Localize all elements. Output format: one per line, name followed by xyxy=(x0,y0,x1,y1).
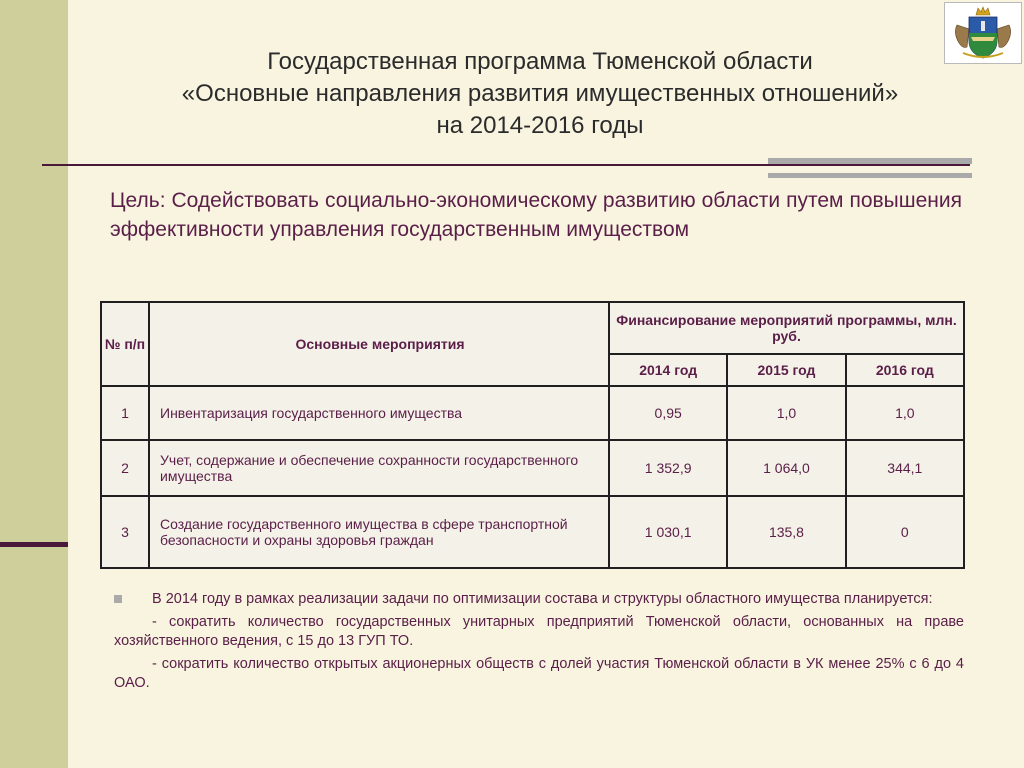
row-number: 2 xyxy=(101,440,149,496)
row-value-2015: 1 064,0 xyxy=(727,440,845,496)
left-decorative-band xyxy=(0,0,68,768)
row-number: 1 xyxy=(101,386,149,440)
notes-section xyxy=(114,590,964,693)
table-header-row xyxy=(101,302,964,354)
slide-title xyxy=(90,46,990,142)
header-year-2015: 2015 год xyxy=(727,354,845,386)
left-decorative-rule xyxy=(0,542,68,547)
header-year-2014: 2014 год xyxy=(609,354,727,386)
header-number: № п/п xyxy=(101,302,149,386)
header-year-2016: 2016 год xyxy=(846,354,964,386)
header-funding: Финансирование мероприятий программы, млн. руб. xyxy=(609,302,964,354)
row-activity: Учет, содержание и обеспечение сохранности государственного имущества xyxy=(149,440,609,496)
table-row xyxy=(101,386,964,440)
notes-bullet xyxy=(114,590,964,609)
title-divider-accent-bottom xyxy=(768,173,972,178)
title-line-1: Государственная программа Тюменской области xyxy=(267,48,813,75)
goal-statement: Цель: Содействовать социально-экономическому развитию области путем повышения эффективности управления государственным имуществом xyxy=(110,189,962,241)
bullet-square-icon xyxy=(114,595,122,603)
row-value-2014: 1 352,9 xyxy=(609,440,727,496)
row-value-2016: 0 xyxy=(846,496,964,568)
funding-table xyxy=(100,301,965,569)
notes-item-1: - сократить количество государственных унитарных предприятий Тюменской области, основанных на праве хозяйственного ведения, с 15 до 13 ГУП ТО. xyxy=(114,614,964,649)
title-line-3: на 2014-2016 годы xyxy=(436,112,644,139)
row-value-2014: 1 030,1 xyxy=(609,496,727,568)
header-activities: Основные мероприятия xyxy=(149,302,609,386)
row-value-2016: 1,0 xyxy=(846,386,964,440)
table-row xyxy=(101,496,964,568)
row-activity: Создание государственного имущества в сфере транспортной безопасности и охраны здоровья граждан xyxy=(149,496,609,568)
row-value-2015: 1,0 xyxy=(727,386,845,440)
row-activity: Инвентаризация государственного имущества xyxy=(149,386,609,440)
notes-item-2: - сократить количество открытых акционерных обществ с долей участия Тюменской области в УК менее 25% с 6 до 4 ОАО. xyxy=(114,656,964,691)
row-value-2015: 135,8 xyxy=(727,496,845,568)
notes-intro: В 2014 году в рамках реализации задачи по оптимизации состава и структуры областного имущества планируется: xyxy=(152,591,933,607)
table-row xyxy=(101,440,964,496)
title-line-2: «Основные направления развития имущественных отношений» xyxy=(181,80,899,107)
row-value-2014: 0,95 xyxy=(609,386,727,440)
title-divider xyxy=(42,164,970,166)
row-value-2016: 344,1 xyxy=(846,440,964,496)
row-number: 3 xyxy=(101,496,149,568)
